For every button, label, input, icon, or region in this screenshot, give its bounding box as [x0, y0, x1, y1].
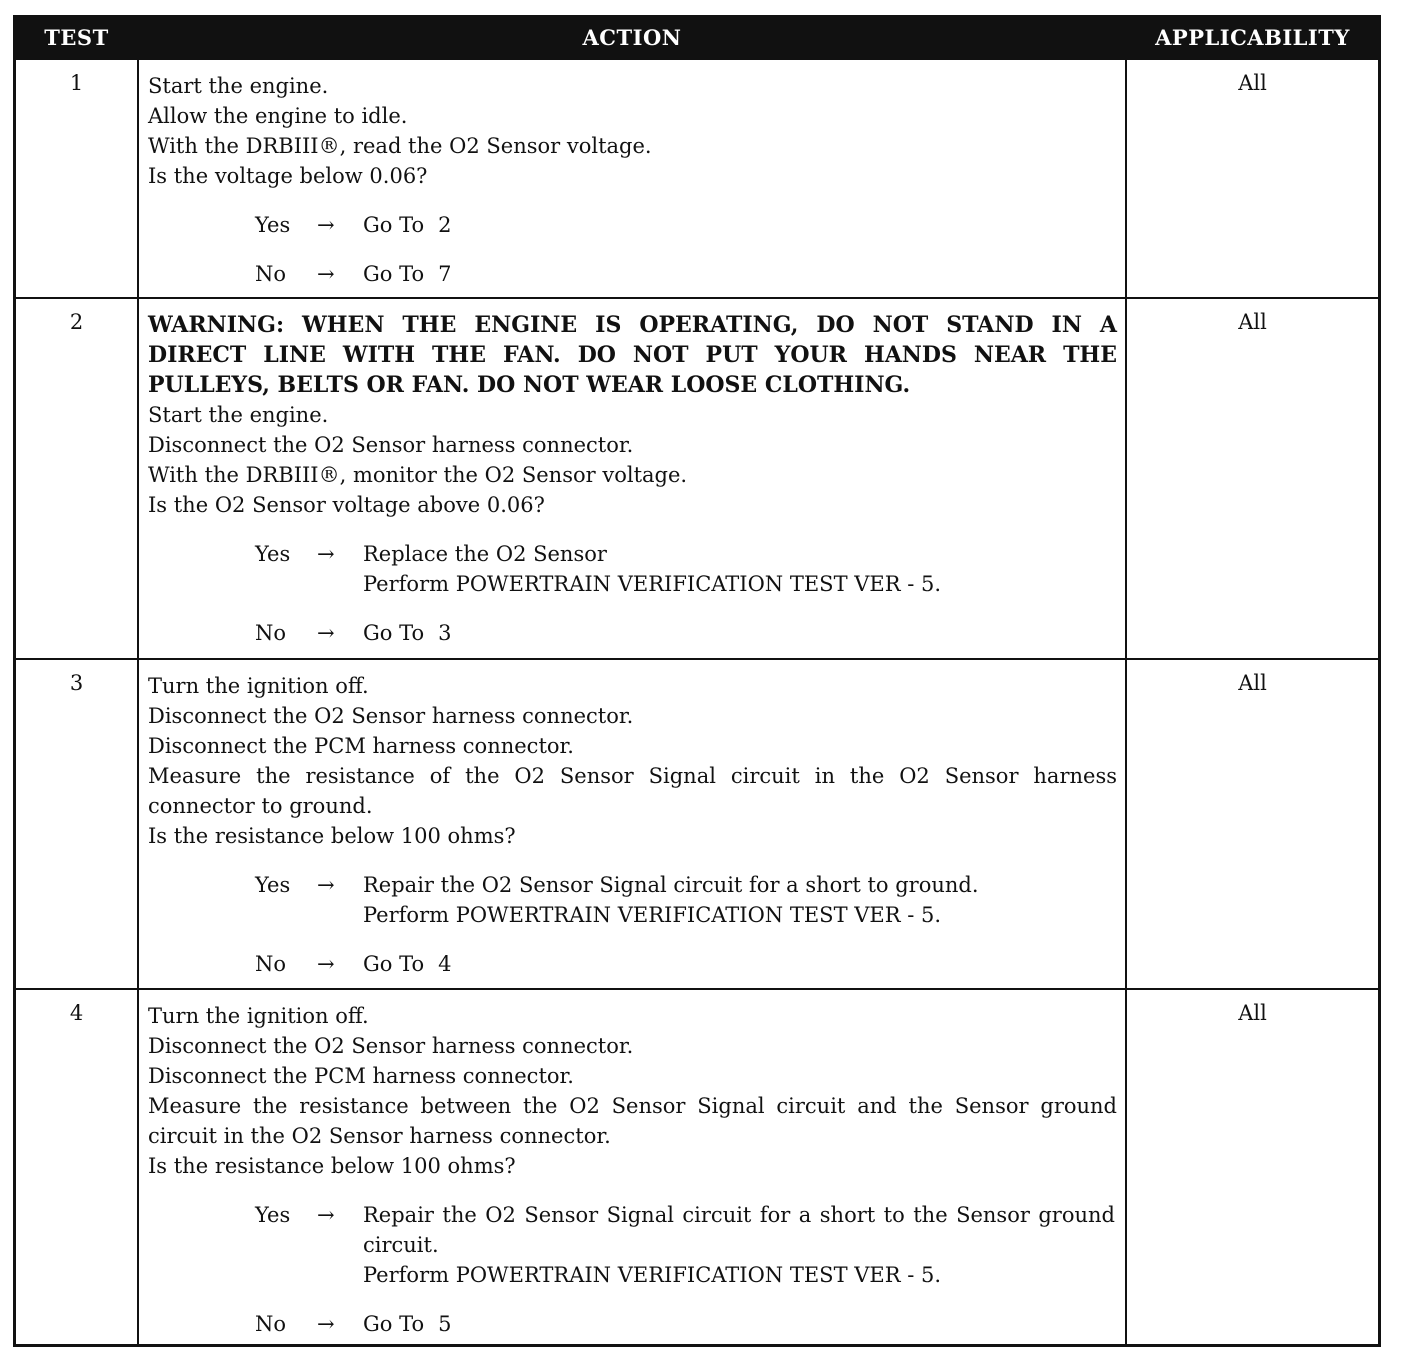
yes-result [363, 870, 1115, 930]
test-number: 3 [69, 671, 84, 695]
arrow-icon: → [317, 621, 335, 645]
goto-number: 2 [438, 213, 452, 237]
table-row-test-3 [16, 658, 1378, 988]
arrow-icon: → [317, 262, 335, 286]
action-cell [137, 299, 1127, 658]
arrow-icon: → [317, 1203, 335, 1227]
yes-result [363, 539, 1115, 599]
yes-label: Yes [255, 542, 291, 566]
applicability-value: All [1238, 71, 1267, 95]
action-step: Disconnect the PCM harness connector. [148, 1064, 574, 1088]
table-row-test-4 [16, 988, 1378, 1344]
result-line: Perform POWERTRAIN VERIFICATION TEST VER - 5. [363, 903, 942, 927]
goto-text: Go To [363, 952, 425, 976]
no-label: No [255, 1312, 287, 1336]
action-cell [137, 990, 1127, 1344]
header-applicability: APPLICABILITY [1155, 25, 1350, 50]
action-step: Disconnect the O2 Sensor harness connector. [148, 1034, 634, 1058]
no-label: No [255, 952, 287, 976]
yes-answer [148, 1200, 1122, 1290]
action-step: Allow the engine to idle. [148, 104, 408, 128]
no-answer [148, 618, 1117, 648]
yes-result [363, 1200, 1122, 1290]
action-cell [137, 60, 1127, 297]
table-row-test-1 [16, 58, 1378, 297]
action-step: Disconnect the O2 Sensor harness connector. [148, 433, 634, 457]
action-step: Measure the resistance between the O2 Sensor Signal circuit and the Sensor ground circuit in the O2 Sensor harness connector. [148, 1094, 1117, 1148]
action-cell [137, 660, 1127, 988]
action-step: Is the O2 Sensor voltage above 0.06? [148, 493, 545, 517]
yes-label: Yes [255, 873, 291, 897]
applicability-value: All [1238, 310, 1267, 334]
test-number: 4 [69, 1001, 84, 1025]
no-answer [148, 1309, 1117, 1339]
goto-number: 5 [438, 1312, 452, 1336]
applicability-value: All [1238, 671, 1267, 695]
arrow-icon: → [317, 952, 335, 976]
result-line: Repair the O2 Sensor Signal circuit for a short to the Sensor ground circuit. [363, 1203, 1122, 1257]
yes-label: Yes [255, 213, 291, 237]
action-step: Measure the resistance of the O2 Sensor Signal circuit in the O2 Sensor harness connector to ground. [148, 764, 1117, 818]
applicability-value: All [1238, 1001, 1267, 1025]
action-step: Turn the ignition off. [148, 674, 369, 698]
goto-text: Go To [363, 1312, 425, 1336]
result-line: Perform POWERTRAIN VERIFICATION TEST VER - 5. [363, 572, 942, 596]
goto-text: Go To [363, 213, 425, 237]
action-step: Is the resistance below 100 ohms? [148, 1154, 516, 1178]
warning-text: WARNING: WHEN THE ENGINE IS OPERATING, DO NOT STAND IN A DIRECT LINE WITH THE FAN. DO NOT PUT YOUR HANDS NEAR THE PULLEYS, BELTS OR FAN. DO NOT WEAR LOOSE CLOTHING. [148, 312, 1117, 398]
no-label: No [255, 621, 287, 645]
action-step: Is the resistance below 100 ohms? [148, 824, 516, 848]
yes-answer [148, 870, 1117, 930]
action-step: Is the voltage below 0.06? [148, 164, 428, 188]
test-number: 2 [69, 310, 84, 334]
action-step: Turn the ignition off. [148, 1004, 369, 1028]
action-step: With the DRBIII®, monitor the O2 Sensor voltage. [148, 463, 688, 487]
action-step: Disconnect the O2 Sensor harness connector. [148, 704, 634, 728]
goto-number: 3 [438, 621, 452, 645]
result-line: Perform POWERTRAIN VERIFICATION TEST VER - 5. [363, 1263, 942, 1287]
yes-answer [148, 210, 1117, 240]
no-answer [148, 259, 1117, 289]
yes-label: Yes [255, 1203, 291, 1227]
table-header [16, 18, 1378, 58]
no-answer [148, 949, 1117, 979]
goto-text: Go To [363, 262, 425, 286]
table-row-test-2 [16, 297, 1378, 658]
goto-text: Go To [363, 621, 425, 645]
yes-answer [148, 539, 1117, 599]
arrow-icon: → [317, 1312, 335, 1336]
no-label: No [255, 262, 287, 286]
result-line: Replace the O2 Sensor [363, 542, 607, 566]
arrow-icon: → [317, 542, 335, 566]
action-step: With the DRBIII®, read the O2 Sensor voltage. [148, 134, 652, 158]
goto-number: 7 [438, 262, 452, 286]
result-line: Repair the O2 Sensor Signal circuit for a short to ground. [363, 873, 979, 897]
arrow-icon: → [317, 873, 335, 897]
diagnostic-test-table [13, 15, 1381, 1347]
goto-number: 4 [438, 952, 452, 976]
test-number: 1 [69, 71, 84, 95]
action-step: Disconnect the PCM harness connector. [148, 734, 574, 758]
header-test: TEST [44, 25, 109, 50]
header-action: ACTION [582, 25, 682, 50]
action-step: Start the engine. [148, 403, 329, 427]
arrow-icon: → [317, 213, 335, 237]
action-step: Start the engine. [148, 74, 329, 98]
